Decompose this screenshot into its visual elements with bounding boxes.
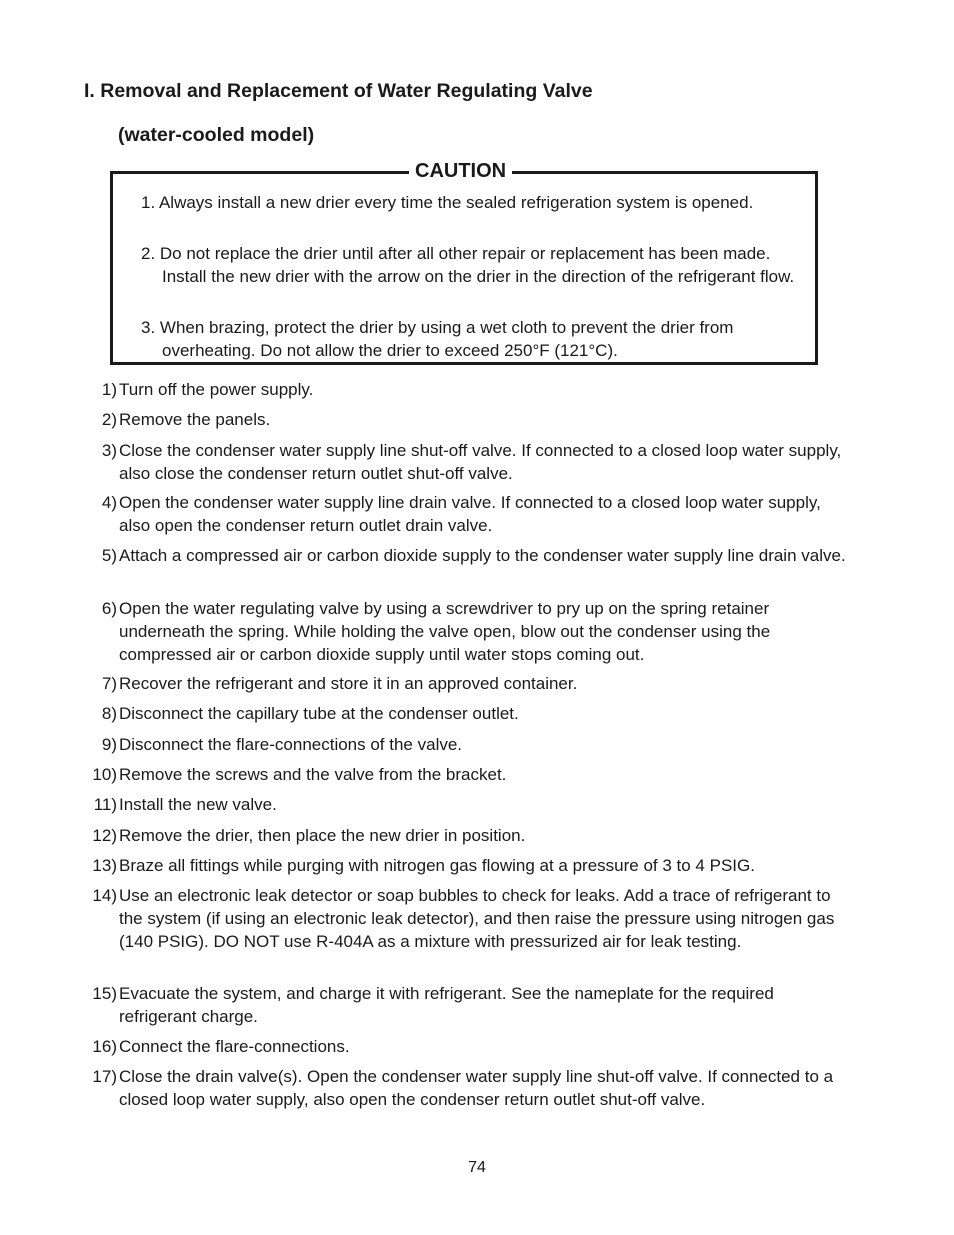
procedure-step <box>84 1065 844 1111</box>
section-title: I. Removal and Replacement of Water Regulating Valve <box>84 80 593 102</box>
step-number: 14) <box>92 886 117 905</box>
step-number: 9) <box>101 735 117 754</box>
step-text: Remove the panels. <box>119 410 271 429</box>
procedure-step <box>84 763 844 786</box>
procedure-step <box>94 733 854 756</box>
step-number: 1) <box>101 380 117 399</box>
step-number: 15) <box>92 984 117 1003</box>
step-number: 12) <box>92 826 117 845</box>
step-number: 10) <box>92 765 117 784</box>
step-text: Close the condenser water supply line shut-off valve. If connected to a closed loop water supply, also close the condenser return outlet shut-off valve. <box>119 441 842 483</box>
step-text: Close the drain valve(s). Open the condenser water supply line shut-off valve. If connected to a closed loop water supply, also open the condenser return outlet shut-off valve. <box>119 1067 834 1109</box>
step-number: 17) <box>92 1067 117 1086</box>
caution-item: 1. Always install a new drier every time the sealed refrigeration system is opened. <box>141 193 754 212</box>
procedure-step <box>94 672 854 695</box>
step-text: Remove the drier, then place the new drier in position. <box>119 826 526 845</box>
step-text: Evacuate the system, and charge it with refrigerant. See the nameplate for the required refrigerant charge. <box>119 984 774 1026</box>
procedure-step <box>94 378 854 401</box>
step-number: 11) <box>93 795 117 814</box>
page-number: 74 <box>468 1159 486 1176</box>
step-number: 13) <box>92 856 117 875</box>
step-text: Turn off the power supply. <box>119 380 314 399</box>
step-number: 6) <box>101 599 117 618</box>
step-text: Attach a compressed air or carbon dioxide supply to the condenser water supply line drain valve. <box>119 546 846 565</box>
procedure-step <box>94 408 854 431</box>
step-number: 4) <box>101 493 117 512</box>
procedure-step <box>94 544 854 567</box>
procedure-step <box>84 793 844 816</box>
procedure-step <box>94 439 854 485</box>
procedure-step <box>84 824 844 847</box>
step-text: Open the condenser water supply line drain valve. If connected to a closed loop water supply, also open the condenser return outlet drain valve. <box>119 493 821 535</box>
step-number: 2) <box>101 410 117 429</box>
procedure-step <box>94 597 854 666</box>
step-text: Open the water regulating valve by using a screwdriver to pry up on the spring retainer underneath the spring. While holding the valve open, blow out the condenser using the compressed air or carbon dioxide supply until water stops coming out. <box>119 599 771 664</box>
procedure-step <box>84 982 844 1028</box>
procedure-step <box>94 491 854 537</box>
step-text: Disconnect the flare-connections of the valve. <box>119 735 463 754</box>
caution-box <box>110 160 818 365</box>
procedure-step <box>84 1035 844 1058</box>
step-text: Connect the flare-connections. <box>119 1037 350 1056</box>
step-number: 8) <box>101 704 117 723</box>
step-text: Disconnect the capillary tube at the condenser outlet. <box>119 704 519 723</box>
caution-item: 2. Do not replace the drier until after all other repair or replacement has been made. Install the new drier with the arrow on the drier in the direction of the refrigerant flow. <box>141 244 795 286</box>
step-number: 5) <box>101 546 117 565</box>
step-text: Use an electronic leak detector or soap bubbles to check for leaks. Add a trace of refrigerant to the system (if using an electronic leak detector), and then raise the pressure using nitrogen gas (140 PSIG). DO NOT use R-404A as a mixture with pressurized air for leak testing. <box>119 886 835 951</box>
section-subtitle: (water-cooled model) <box>118 124 315 146</box>
step-number: 7) <box>101 674 117 693</box>
caution-item: 3. When brazing, protect the drier by using a wet cloth to prevent the drier from overheating. Do not allow the drier to exceed 250°F (121°C). <box>141 318 734 360</box>
step-text: Recover the refrigerant and store it in an approved container. <box>119 674 578 693</box>
step-text: Braze all fittings while purging with nitrogen gas flowing at a pressure of 3 to 4 PSIG. <box>119 856 755 875</box>
caution-label: CAUTION <box>409 159 512 183</box>
procedure-step <box>84 854 844 877</box>
step-text: Remove the screws and the valve from the bracket. <box>119 765 507 784</box>
step-number: 3) <box>101 441 117 460</box>
step-text: Install the new valve. <box>119 795 277 814</box>
procedure-step <box>94 702 854 725</box>
procedure-step <box>84 884 844 953</box>
step-number: 16) <box>92 1037 117 1056</box>
